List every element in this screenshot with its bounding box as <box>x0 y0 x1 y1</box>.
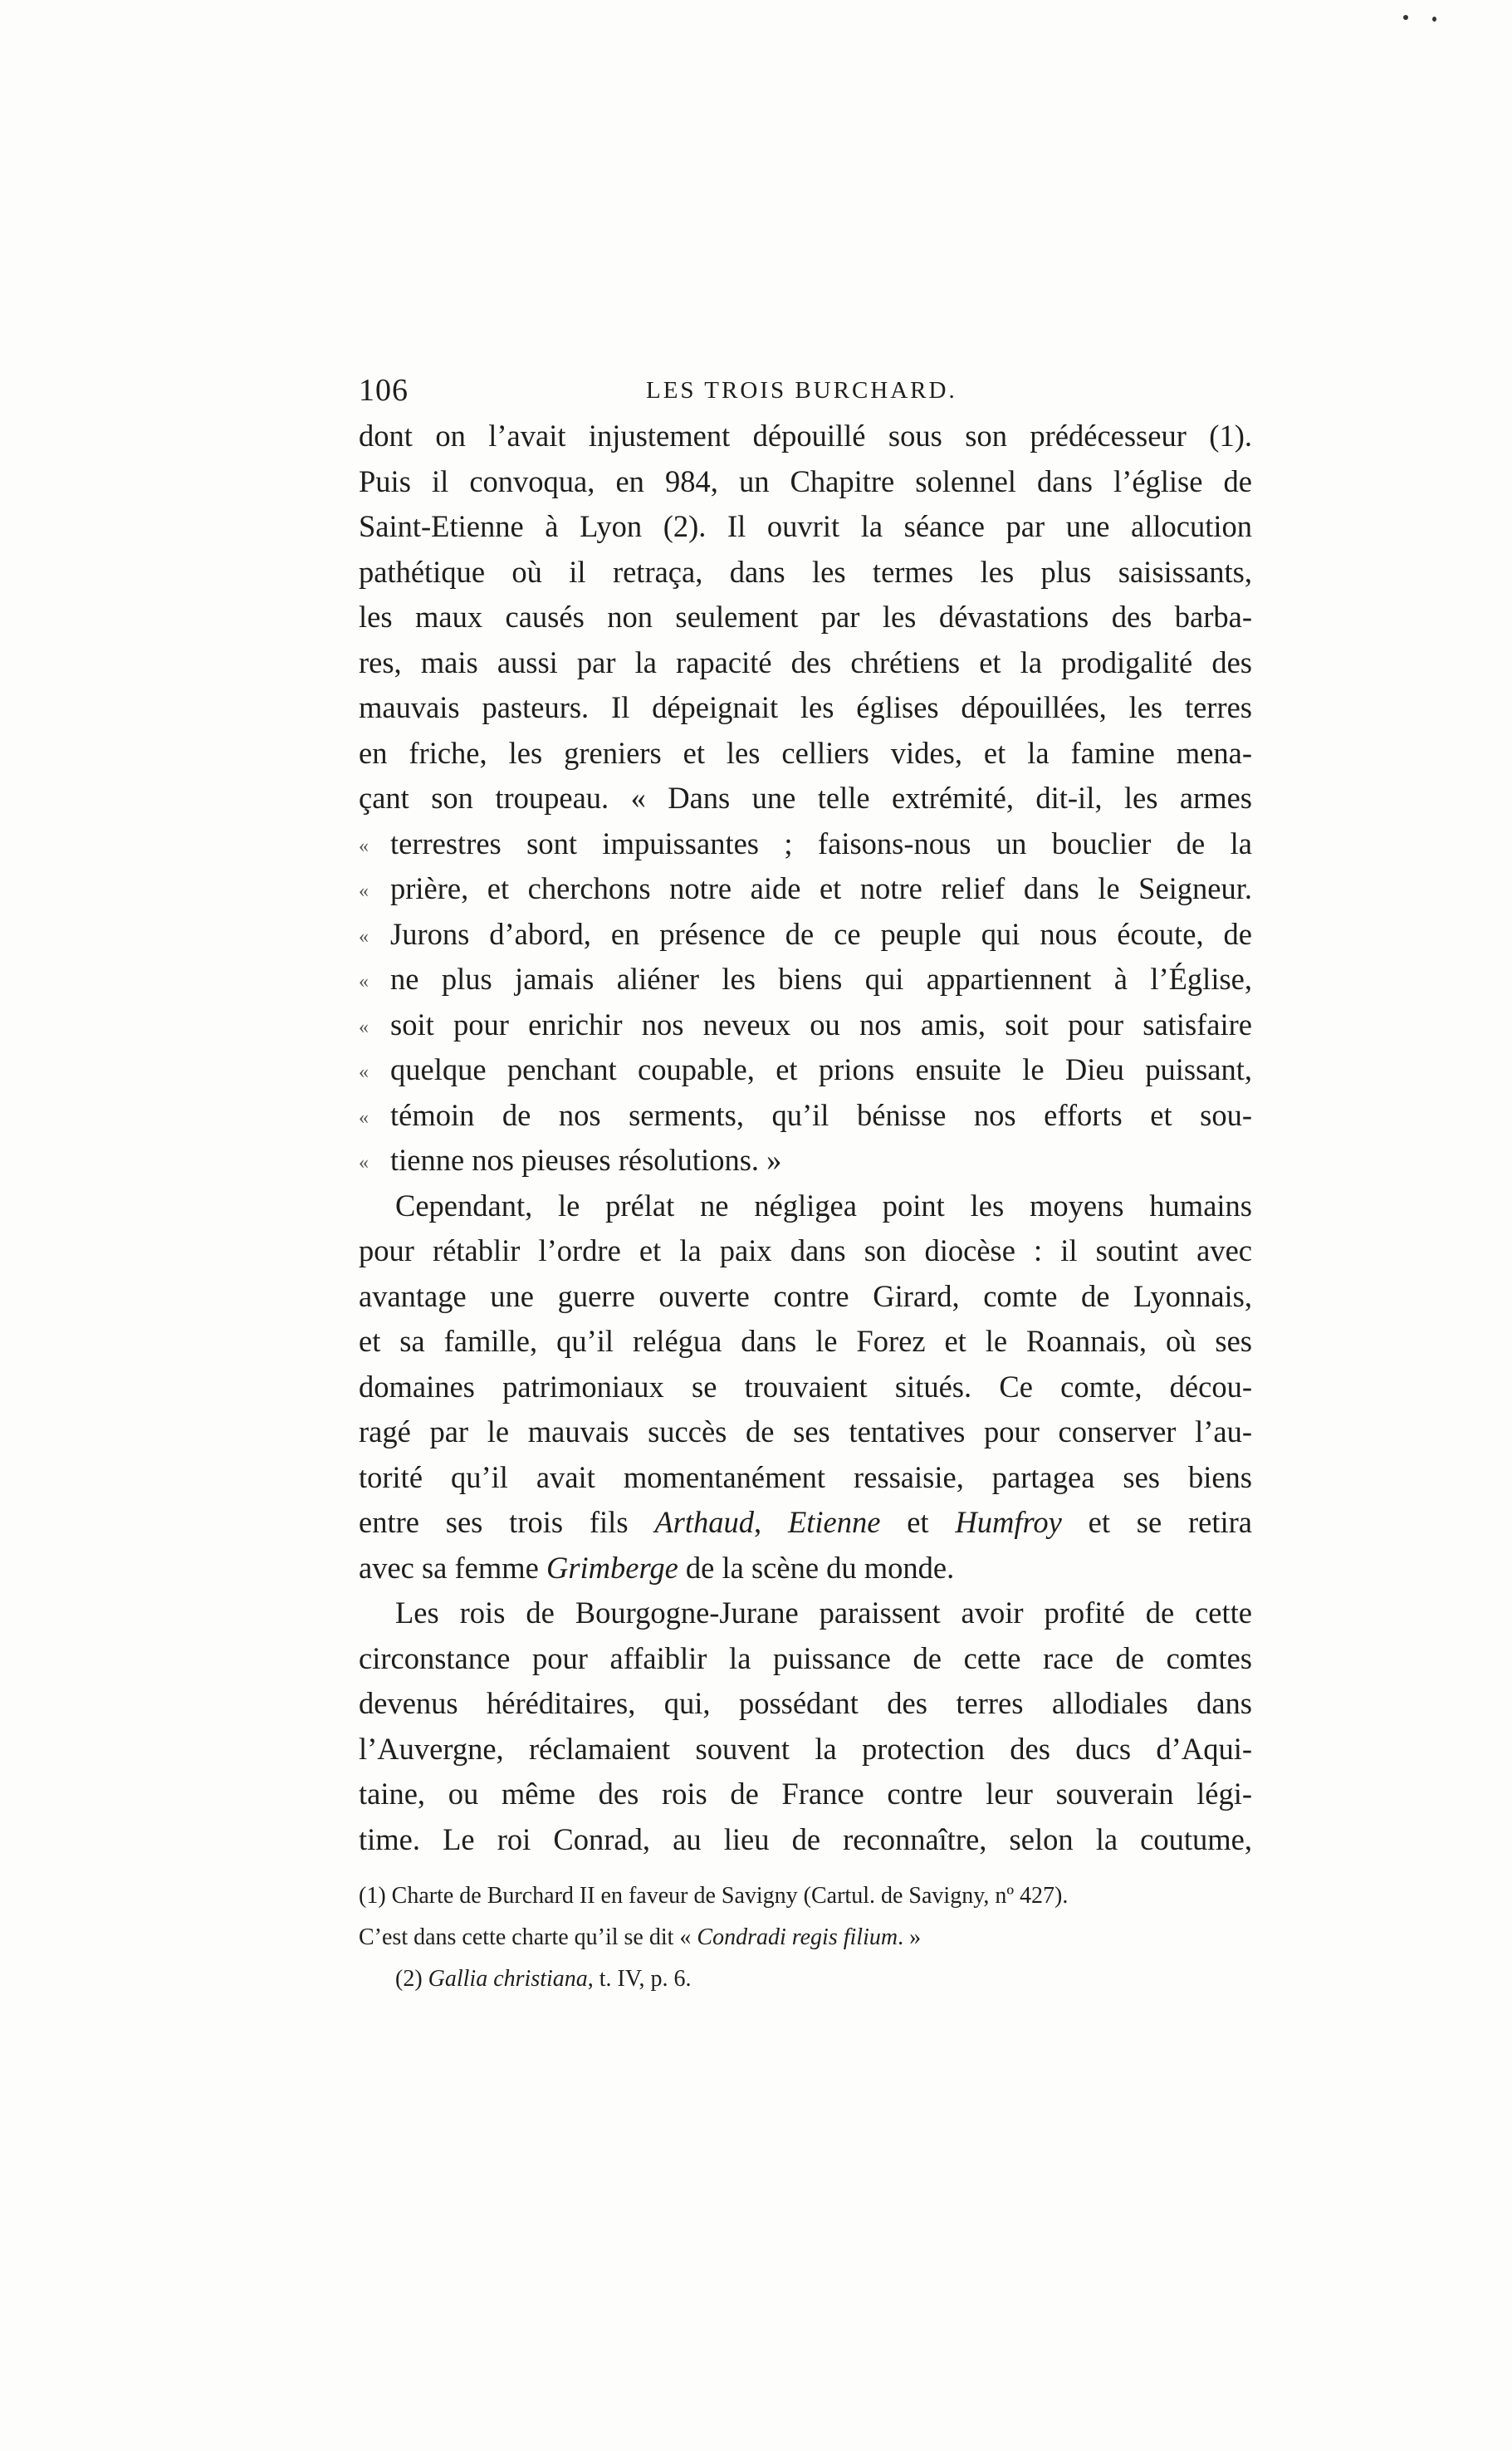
text-segment: et se retira <box>1088 1505 1252 1539</box>
footnote-text: . » <box>898 1924 922 1950</box>
text-line: devenus héréditaires, qui, possédant des terres allodiales dans <box>359 1686 1252 1720</box>
quote-mark: « <box>359 1016 369 1038</box>
text-line: dont on l’avait injustement dépouillé sous son prédécesseur (1). <box>359 419 1252 453</box>
text-line: taine, ou même des rois de France contre leur souverain légi- <box>359 1777 1252 1811</box>
quote-mark: « <box>359 1061 369 1084</box>
text-line: Saint-Etienne à Lyon (2). Il ouvrit la séance par une allocution <box>359 509 1252 543</box>
text-line: les maux causés non seulement par les dévastations des barba- <box>359 600 1252 634</box>
text-line: Puis il convoqua, en 984, un Chapitre solennel dans l’église de <box>359 463 1252 498</box>
running-title: LES TROIS BURCHARD. <box>646 377 957 404</box>
person-name: Humfroy <box>955 1505 1062 1539</box>
quoted-line <box>359 1002 1252 1048</box>
footnote-source: Gallia christiana <box>428 1966 588 1992</box>
person-name: Etienne <box>787 1505 881 1539</box>
quoted-line <box>359 1093 1252 1139</box>
quoted-text: tienne nos pieuses résolutions. » <box>390 1143 782 1177</box>
quote-mark: « <box>359 880 369 903</box>
quoted-line <box>359 821 1252 867</box>
text-line: Cependant, le prélat ne négligea point les moyens humains <box>395 1188 1252 1223</box>
text-line: en friche, les greniers et les celliers vides, et la famine mena- <box>359 735 1252 770</box>
quoted-line <box>359 866 1252 912</box>
footnote-1: (1) Charte de Burchard II en faveur de Savigny (Cartul. de Savigny, nº 427). <box>359 1883 1069 1909</box>
quoted-line <box>359 1138 1252 1184</box>
quoted-text: ne plus jamais aliéner les biens qui appartiennent à l’Église, <box>390 962 1252 996</box>
page-number: 106 <box>359 373 409 408</box>
text-line: pour rétablir l’ordre et la paix dans son diocèse : il soutint avec <box>359 1233 1252 1267</box>
quoted-text: prière, et cherchons notre aide et notre relief dans le Seigneur. <box>390 871 1252 905</box>
text-segment: entre ses trois fils <box>359 1505 629 1539</box>
text-line: pathétique où il retraça, dans les termes les plus saisissants, <box>359 554 1252 589</box>
text-line: torité qu’il avait momentanément ressaisie, partagea ses biens <box>359 1459 1252 1494</box>
text-segment: de la scène du monde. <box>685 1550 955 1585</box>
text-line-with-names: entre ses trois fils Arthaud, Etienne et Humfroy et se retira <box>359 1505 1252 1539</box>
page-header <box>359 372 1252 414</box>
footnote-quote: Condradi regis filium <box>697 1924 898 1950</box>
quoted-text: Jurons d’abord, en présence de ce peuple qui nous écoute, de <box>390 916 1252 951</box>
footnote-number: (2) <box>395 1966 423 1992</box>
text-line: çant son troupeau. « Dans une telle extrémité, dit-il, les armes <box>359 781 1252 815</box>
body-text <box>359 414 1252 1862</box>
quote-mark: « <box>359 835 369 857</box>
footnote-2 <box>359 1958 1252 2000</box>
quote-mark: « <box>359 971 369 993</box>
person-name: Arthaud <box>654 1505 754 1539</box>
text-line: Les rois de Bourgogne-Jurane paraissent avoir profité de cette <box>395 1596 1252 1630</box>
print-speck <box>1432 17 1436 22</box>
footnote-1-continued <box>359 1917 1252 1958</box>
print-speck <box>1403 15 1408 20</box>
quote-mark: « <box>359 925 369 948</box>
quoted-text: terrestres sont impuissantes ; faisons-nous un bouclier de la <box>390 826 1252 860</box>
text-line: mauvais pasteurs. Il dépeignait les églises dépouillées, les terres <box>359 690 1252 724</box>
text-line: res, mais aussi par la rapacité des chrétiens et la prodigalité des <box>359 645 1252 679</box>
text-segment: avec sa femme <box>359 1550 539 1585</box>
text-line: time. Le roi Conrad, au lieu de reconnaître, selon la coutume, <box>359 1821 1252 1856</box>
quote-mark: « <box>359 1106 369 1129</box>
text-line: l’Auvergne, réclamaient souvent la protection des ducs d’Aqui- <box>359 1731 1252 1766</box>
quote-mark: « <box>359 1152 369 1174</box>
quoted-line <box>359 912 1252 958</box>
text-line: ragé par le mauvais succès de ses tentatives pour conserver l’au- <box>359 1414 1252 1449</box>
quoted-text: soit pour enrichir nos neveux ou nos amis, soit pour satisfaire <box>390 1007 1252 1042</box>
text-line: et sa famille, qu’il relégua dans le Forez et le Roannais, où ses <box>359 1324 1252 1358</box>
quoted-line <box>359 957 1252 1002</box>
person-name: Grimberge <box>546 1550 678 1585</box>
quoted-text: quelque penchant coupable, et prions ensuite le Dieu puissant, <box>390 1052 1252 1086</box>
text-line-with-names <box>359 1546 1252 1591</box>
footnotes <box>359 1875 1252 2000</box>
footnote-text: , t. IV, p. 6. <box>587 1966 692 1992</box>
text-line: circonstance pour affaiblir la puissance de cette race de comtes <box>359 1640 1252 1675</box>
text-line: avantage une guerre ouverte contre Girard, comte de Lyonnais, <box>359 1278 1252 1313</box>
footnote-text: C’est dans cette charte qu’il se dit « <box>359 1924 692 1950</box>
text-line: domaines patrimoniaux se trouvaient situés. Ce comte, décou- <box>359 1369 1252 1404</box>
quoted-text: témoin de nos serments, qu’il bénisse nos efforts et sou- <box>390 1097 1252 1132</box>
quoted-line <box>359 1047 1252 1093</box>
